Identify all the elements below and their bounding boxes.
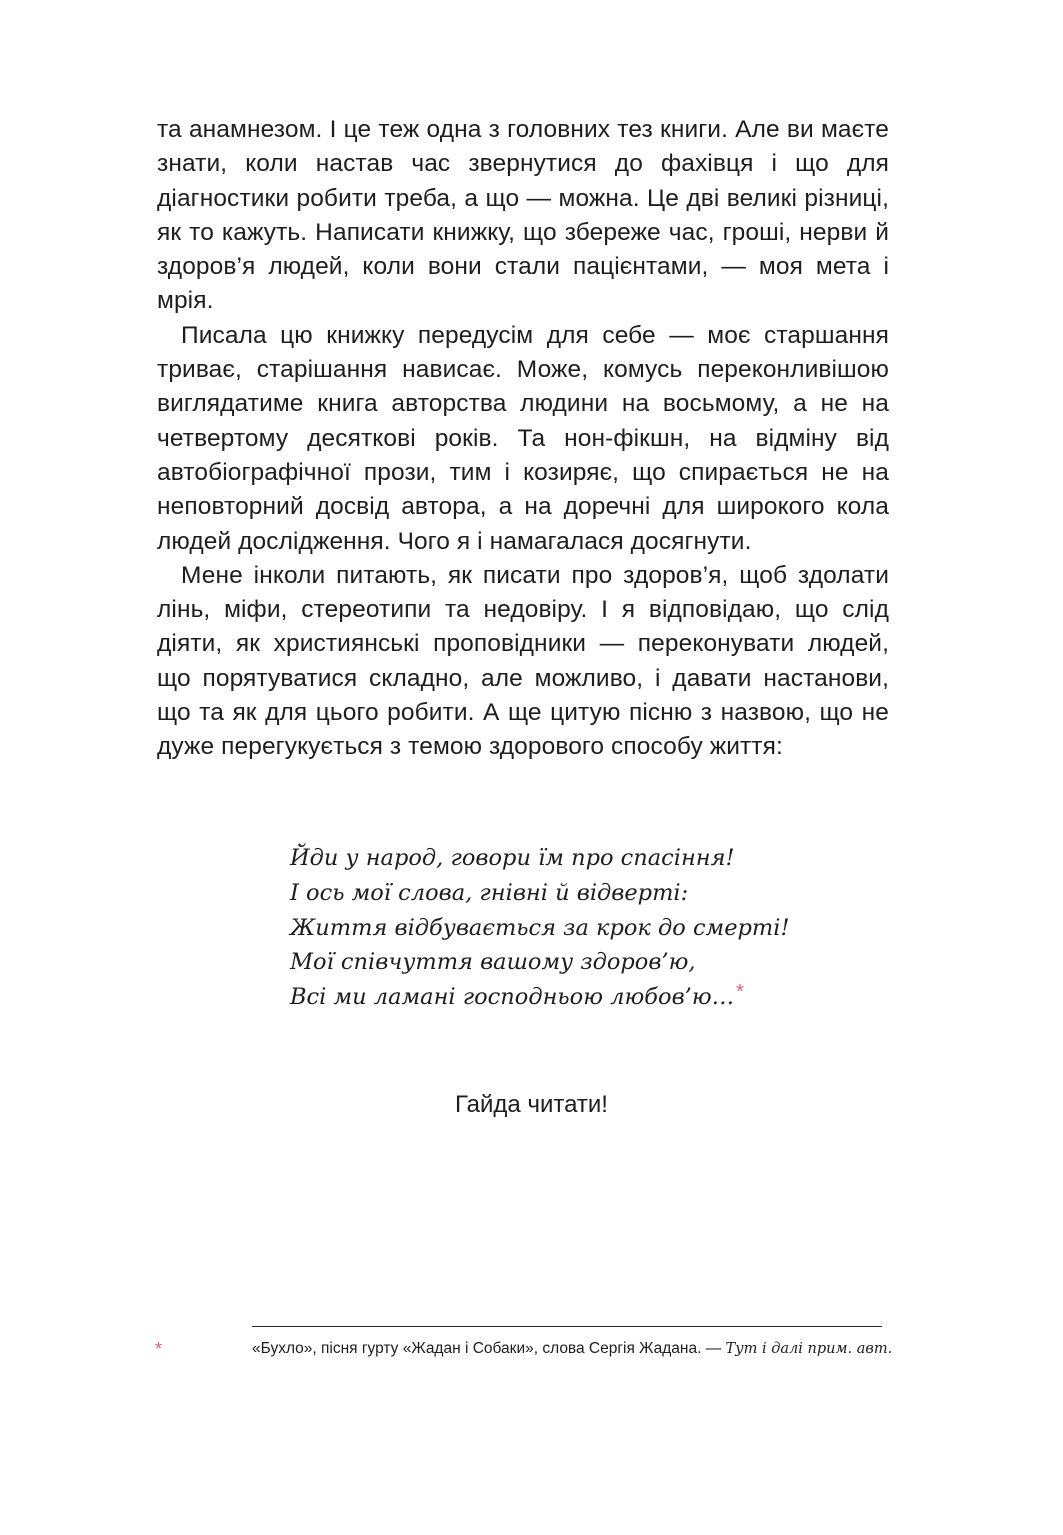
footnote-note: Тут і далі прим. авт. — [725, 1341, 893, 1357]
poem-line: І ось мої слова, гнівні й відверті: — [290, 879, 689, 906]
footnote-marker: * — [155, 1339, 163, 1359]
poem-line — [290, 945, 790, 980]
poem-line: Йди у народ, говори їм про спасіння! — [290, 845, 735, 871]
poem-line: Життя відбувається за крок до смерті! — [290, 914, 790, 941]
footnote — [252, 1338, 892, 1360]
paragraph: Мене інколи питають, як писати про здоров’я, щоб здолати лінь, міфи, стереотипи та недовіру. І я відповідаю, що слід діяти, як християнські проповідники — переконувати людей, що порятуватися складно, але можливо, і давати настанови, що та як для цього робити. А ще цитую пісню з назвою, що не дуже перегукується з темою здорового способу життя: — [157, 561, 889, 761]
poem-line-text: Всі ми ламані господньою любов’ю… — [290, 984, 735, 1011]
paragraph: Писала цю книжку передусім для себе — моє старшання триває, старішання нависає. Може, комусь переконливішою виглядатиме книга авторства людини на восьмому, а не на четвертому десяткові років. Та нон-фікшн, на відміну від автобіографічної прози, тим і козиряє, що спирається не на неповторний досвід автора, а на доречні для широкого кола людей дослідження. Чого я і намагалася досягнути. — [157, 321, 889, 555]
paragraph: та анамнезом. І це теж одна з головних тез книги. Але ви маєте знати, коли настав час звернутися до фахівця і що для діагностики робити треба, а що — можна. Це дві великі різниці, як то кажуть. Написати книжку, що збереже час, гроші, нерви й здоров’я людей, коли вони стали пацієнтами, — моя мета і мрія. — [157, 116, 889, 315]
footnote-divider — [252, 1326, 882, 1327]
song-quote — [290, 841, 790, 1016]
closing-line: Гайда читати! — [455, 1091, 608, 1118]
footnote-text: «Бухло», пісня гурту «Жадан і Собаки», слова Сергія Жадана. — — [252, 1340, 726, 1357]
poem-line — [290, 980, 790, 1016]
footnote-reference[interactable]: * — [736, 981, 744, 1004]
main-text — [157, 113, 889, 765]
poem-line-text: Мої співчуття вашому здоров’ю, — [290, 949, 696, 976]
